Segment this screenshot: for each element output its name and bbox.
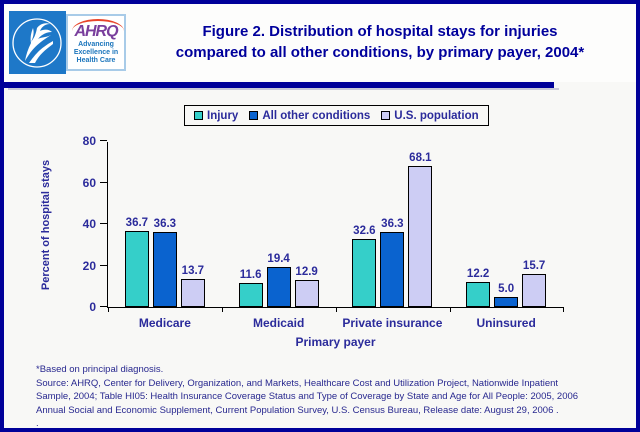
bar-value-label: 68.1 <box>409 151 432 164</box>
bar-value-label: 13.7 <box>181 264 205 277</box>
bar-value-label: 11.6 <box>239 268 262 281</box>
y-tick-mark <box>100 265 107 266</box>
y-tick-label: 60 <box>82 175 96 190</box>
trailing-period: . <box>36 418 39 429</box>
bar <box>267 252 291 307</box>
figure-title-line2: compared to all other conditions, by primary payer, 2004* <box>175 44 585 61</box>
figure-header <box>4 4 636 82</box>
ahrq-tagline-line2: Excellence in <box>73 49 119 56</box>
x-tick-mark <box>222 307 223 312</box>
chart-legend <box>184 105 489 126</box>
ahrq-acronym: AHRQ <box>74 23 118 40</box>
bar <box>295 266 319 307</box>
bar-chart-plot-area <box>82 134 563 349</box>
legend-swatch-icon <box>249 111 258 120</box>
bar-value-label: 19.4 <box>267 252 290 265</box>
legend-label: U.S. population <box>394 109 479 122</box>
footnote-diagnosis: *Based on principal diagnosis. <box>36 364 164 375</box>
y-axis-title: Percent of hospital stays <box>40 159 52 291</box>
legend-label: All other conditions <box>262 109 371 122</box>
header-divider-bar <box>4 82 554 88</box>
bar <box>494 282 518 307</box>
footnotes <box>36 363 578 431</box>
category-label: Medicare <box>138 316 191 330</box>
category-label: Private insurance <box>342 316 443 330</box>
bar <box>466 267 490 307</box>
ahrq-tagline-line1: Advancing <box>78 41 114 48</box>
bar <box>239 268 263 307</box>
y-tick-label: 20 <box>82 258 96 273</box>
figure-title-line1: Figure 2. Distribution of hospital stays for injuries <box>202 23 558 40</box>
bar <box>125 216 149 307</box>
bar <box>380 217 404 307</box>
ahrq-logo <box>66 14 126 71</box>
bar-groups <box>108 142 563 330</box>
bar-group <box>336 142 450 330</box>
category-label: Medicaid <box>252 316 305 330</box>
legend-item <box>381 110 478 122</box>
bar-value-label: 36.7 <box>125 216 149 229</box>
legend-label: Injury <box>207 109 239 122</box>
source-line-3: Annual Social and Economic Supplement, Current Population Survey, U.S. Census Bureau, Release date: August 29, 2006 . <box>36 404 559 416</box>
bar-value-label: 36.3 <box>153 217 177 230</box>
bar <box>153 217 177 307</box>
legend-swatch-icon <box>381 111 390 120</box>
y-tick-label: 0 <box>89 300 96 314</box>
legend-item <box>249 110 370 122</box>
figure-title <box>129 21 631 63</box>
y-tick-mark <box>100 223 107 224</box>
source-line-2: Sample, 2004; Table HI05: Health Insurance Coverage Status and Type of Coverage by State and Age for All People: 2005, 2006 <box>36 391 579 402</box>
bar-group <box>108 142 222 330</box>
x-tick-mark <box>108 307 109 312</box>
bar-value-label: 32.6 <box>353 225 376 238</box>
y-tick-mark <box>100 140 107 141</box>
bar-value-label: 5.0 <box>498 282 515 295</box>
x-axis-title: Primary payer <box>295 335 376 349</box>
legend-item <box>194 110 238 122</box>
ahrq-tagline-line3: Health Care <box>76 57 116 64</box>
bar <box>408 151 432 307</box>
rainbow-arc-icon <box>72 19 124 31</box>
bar <box>522 260 546 307</box>
bar-value-label: 12.9 <box>295 266 318 279</box>
bar-value-label: 15.7 <box>522 260 546 273</box>
y-tick-mark <box>100 306 107 307</box>
y-tick-mark <box>100 182 107 183</box>
source-line-1: Source: AHRQ, Center for Delivery, Organization, and Markets, Healthcare Cost and Utilization Project, Nationwide Inpatient <box>36 377 559 389</box>
x-tick-mark <box>336 307 337 312</box>
x-tick-mark <box>450 307 451 312</box>
bar-value-label: 36.3 <box>381 217 404 230</box>
x-tick-mark <box>563 307 564 312</box>
bar <box>352 225 376 307</box>
y-tick-label: 40 <box>82 217 96 231</box>
divider-shadow <box>8 88 559 90</box>
legend-swatch-icon <box>194 111 203 120</box>
hhs-seal-icon <box>9 11 66 74</box>
ahrq-hhs-logo <box>9 11 129 75</box>
bar-group <box>222 142 336 330</box>
y-tick-label: 80 <box>82 134 96 148</box>
bar-value-label: 12.2 <box>466 267 490 280</box>
bar-group <box>449 142 563 330</box>
category-label: Uninsured <box>476 316 536 330</box>
bar <box>181 264 205 307</box>
